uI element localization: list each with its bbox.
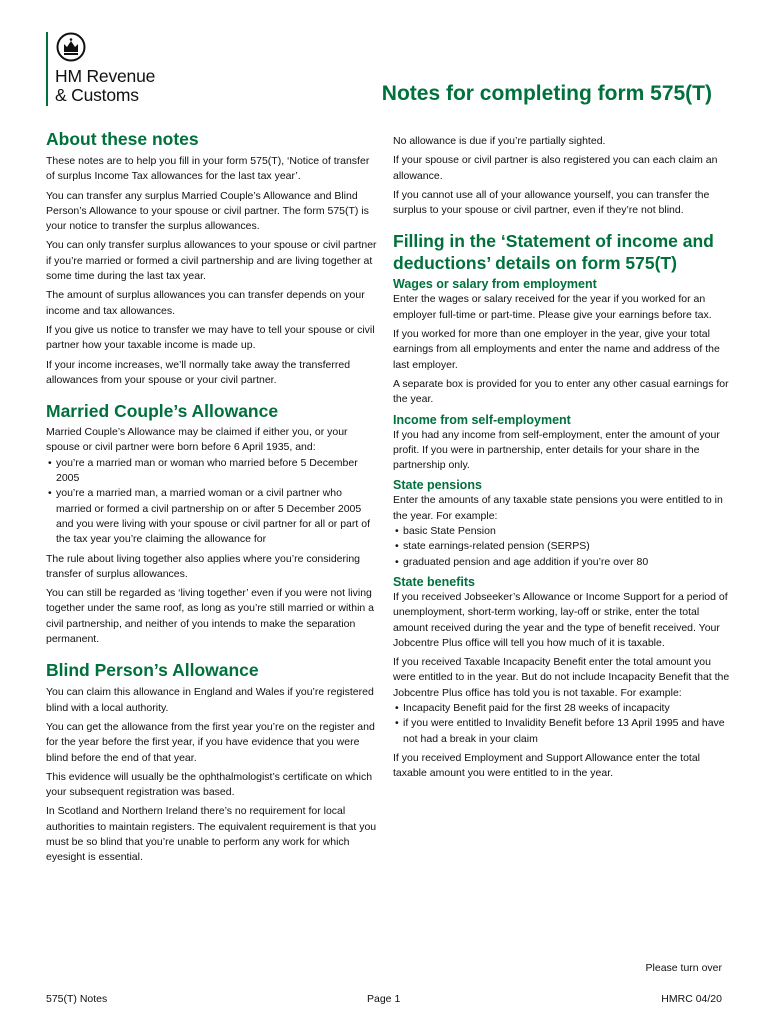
- bpa-paragraph: In Scotland and Northern Ireland there’s no requirement for local authorities to maintain registers. The equivalent requirement is that you must be so blind that you’re unable to perform any work for which eyesight is essential.: [46, 805, 377, 864]
- wages-paragraph: Enter the wages or salary received for the year if you worked for an employer full-time or part-time. Please give your earnings before tax.: [393, 293, 712, 321]
- bpa-paragraph: You can get the allowance from the first year you’re on the register and for the year before the first year, if you have evidence that you were blind before the end of that year.: [46, 720, 375, 764]
- logo-rule: [46, 32, 48, 106]
- benefits-bullet-list: [393, 701, 733, 747]
- about-paragraph: You can transfer any surplus Married Couple’s Allowance and Blind Person’s Allowance to your spouse or civil partner. The form 575(T) is your notice to transfer the surplus allowances.: [46, 189, 369, 233]
- self-employment-heading: Income from self-employment: [393, 412, 571, 427]
- list-item: • graduated pension and age addition if you’re over 80: [393, 555, 733, 570]
- footer-form-ref: 575(T) Notes: [46, 993, 108, 1005]
- list-item: • basic State Pension: [393, 524, 733, 539]
- pensions-bullet-list: [393, 524, 733, 570]
- self-employment-paragraph: If you had any income from self-employment, enter the amount of your profit. If you were in partnership, enter details for your share in the partnership only.: [393, 428, 720, 472]
- blind-persons-allowance-heading: Blind Person’s Allowance: [46, 660, 259, 681]
- about-paragraph: The amount of surplus allowances you can transfer depends on your income and tax allowances.: [46, 289, 365, 317]
- logo-text-line1: HM Revenue: [55, 66, 156, 86]
- about-paragraph: These notes are to help you fill in your form 575(T), ‘Notice of transfer of surplus Income Tax allowances for the last tax year’.: [46, 155, 370, 183]
- document-title: Notes for completing form 575(T): [381, 82, 712, 105]
- pensions-paragraph: Enter the amounts of any taxable state pensions you were entitled to in the year. For example:: [393, 494, 723, 522]
- mca-paragraph: The rule about living together also applies where you’re considering transfer of surplus allowances.: [46, 552, 361, 580]
- state-pensions-heading: State pensions: [393, 478, 482, 493]
- list-item: • Incapacity Benefit paid for the first 28 weeks of incapacity: [393, 701, 733, 716]
- mca-bullet-list: [46, 456, 378, 548]
- about-paragraph: If your income increases, we’ll normally take away the transferred allowances from your spouse or your civil partner.: [46, 358, 351, 386]
- benefits-paragraph: If you received Jobseeker’s Allowance or Income Support for a period of unemployment, short-term working, lay-off or strike, enter the total amount received during the year and the type of benefit received. Your Jobcentre Plus office will tell you how much of it is taxable.: [393, 590, 728, 649]
- about-heading: About these notes: [46, 129, 199, 149]
- list-item: • you’re a married man, a married woman or a civil partner who married or formed a civil partnership on or after 5 December 2005 and you were living with your spouse or civil partner for all or part of the tax year you’re claiming the allowance for: [46, 486, 378, 547]
- royal-crest-icon: [56, 32, 86, 62]
- about-paragraph: You can only transfer surplus allowances to your spouse or civil partner if you’re married or formed a civil partnership and are living together at some time during the last tax year.: [46, 239, 377, 283]
- wages-heading: Wages or salary from employment: [393, 277, 597, 292]
- mca-paragraph: Married Couple’s Allowance may be claimed if either you, or your spouse or civil partner were born before 6 April 1935, and:: [46, 426, 348, 454]
- state-benefits-heading: State benefits: [393, 574, 475, 589]
- bpa-paragraph: No allowance is due if you’re partially sighted.: [393, 135, 606, 147]
- list-item: • you’re a married man or woman who married before 5 December 2005: [46, 456, 378, 487]
- left-column: [46, 128, 378, 870]
- about-paragraph: If you give us notice to transfer we may have to tell your spouse or civil partner how your taxable income is made up.: [46, 323, 375, 352]
- right-column: [393, 134, 733, 786]
- filling-in-heading: Filling in the ‘Statement of income and deductions’ details on form 575(T): [393, 231, 714, 274]
- footer-page-number: Page 1: [367, 993, 401, 1005]
- benefits-paragraph: If you received Taxable Incapacity Benefit enter the total amount you were entitled to in the year. But do not include Incapacity Benefit that the Jobcentre Plus office has told you is not taxable. For example:: [393, 656, 730, 699]
- bpa-paragraph: If you cannot use all of your allowance yourself, you can transfer the surplus to your spouse or civil partner, even if they’re not blind.: [393, 188, 710, 217]
- please-turn-over: Please turn over: [645, 962, 722, 974]
- list-item: • if you were entitled to Invalidity Benefit before 13 April 1995 and have not had a break in your claim: [393, 716, 733, 747]
- bpa-paragraph: This evidence will usually be the ophthalmologist’s certificate on which your subsequent registration was based.: [46, 770, 373, 799]
- wages-paragraph: A separate box is provided for you to enter any other casual earnings for the year.: [393, 377, 729, 406]
- married-couples-allowance-heading: Married Couple’s Allowance: [46, 401, 279, 422]
- list-item: • state earnings-related pension (SERPS): [393, 539, 733, 554]
- bpa-paragraph: If your spouse or civil partner is also registered you can each claim an allowance.: [393, 154, 718, 182]
- footer-version: HMRC 04/20: [661, 993, 722, 1005]
- wages-paragraph: If you worked for more than one employer in the year, give your total earnings from all employments and enter the name and address of the last employer.: [393, 328, 720, 371]
- mca-paragraph: You can still be regarded as ‘living together’ even if you were not living together under the same roof, as long as you’re still married or within a civil partnership, and neither of you intends to make the separation permanent.: [46, 587, 374, 646]
- benefits-paragraph: If you received Employment and Support Allowance enter the total taxable amount you were entitled to in the year.: [393, 751, 701, 780]
- logo-text-line2: & Customs: [55, 85, 139, 105]
- bpa-paragraph: You can claim this allowance in England and Wales if you’re registered blind with a local authority.: [46, 686, 374, 714]
- hmrc-logo: [46, 32, 186, 106]
